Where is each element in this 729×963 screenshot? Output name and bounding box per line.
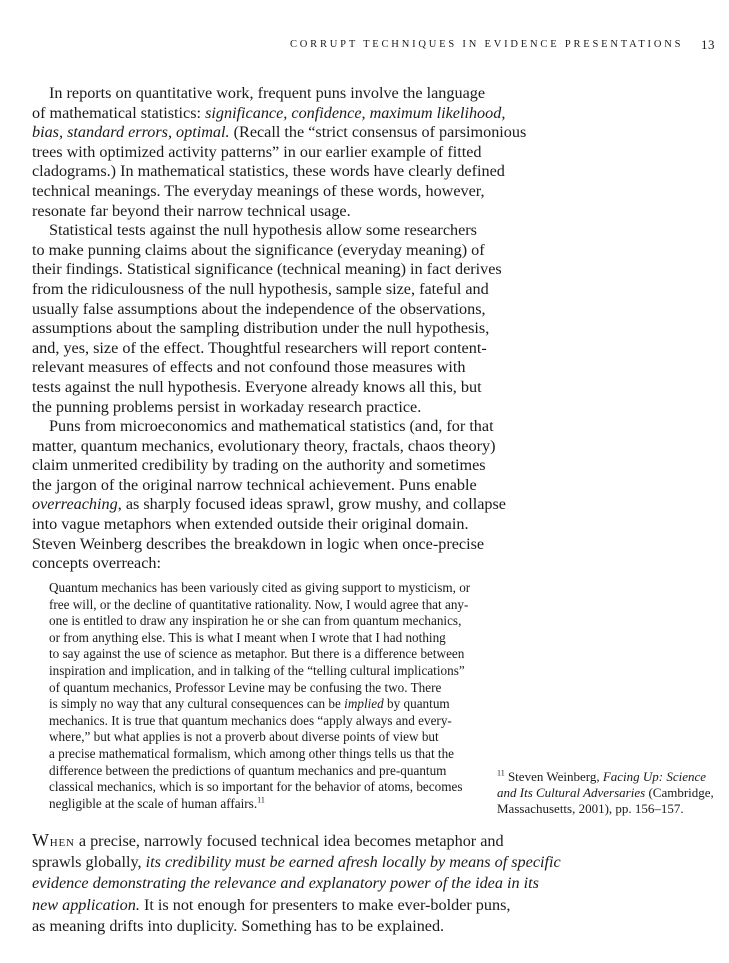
sidenote-11: [497, 769, 722, 817]
text-line: to make punning claims about the significance (everyday meaning) of: [32, 240, 485, 259]
footnote-reference[interactable]: 11: [257, 795, 265, 805]
text-line: tests against the null hypothesis. Everyone already knows all this, but: [32, 377, 482, 396]
text-line: a precise mathematical formalism, which among other things tells us that the: [49, 745, 455, 761]
running-head: [290, 38, 715, 50]
text-line: where,” but what applies is not a proverb about diverse points of view but: [49, 729, 439, 745]
emphasis: bias, standard errors, optimal.: [32, 123, 230, 142]
text-line: one is entitled to draw any inspiration he or she can from quantum mechanics,: [49, 613, 462, 629]
text-line: bias, standard errors, optimal. (Recall the “strict consensus of parsimonious: [32, 123, 527, 142]
text-line: to say against the use of science as metaphor. But there is a difference between: [49, 646, 465, 662]
text-line: relevant measures of effects and not confound those measures with: [32, 358, 466, 377]
text-line: the punning problems persist in workaday research practice.: [32, 397, 422, 416]
text-line: assumptions about the sampling distribution under the null hypothesis,: [32, 319, 490, 338]
block-quote-weinberg: [49, 580, 469, 812]
text-line: free will, or the decline of quantitative rationality. Now, I would agree that any-: [49, 596, 469, 612]
text-line: Massachusetts, 2001), pp. 156–157.: [497, 801, 684, 816]
closing-paragraph: [32, 830, 561, 937]
text-line: [32, 873, 539, 894]
emphasis: evidence demonstrating the relevance and explanatory power of the idea in its: [32, 874, 539, 893]
text-line: from the ridiculousness of the null hypothesis, sample size, fateful and: [32, 279, 489, 298]
text-line: When a precise, narrowly focused technical idea becomes metaphor and: [32, 830, 504, 850]
text-line: Statistical tests against the null hypothesis allow some researchers: [49, 221, 477, 240]
text-line: claim unmerited credibility by trading on the authority and sometimes: [32, 456, 486, 475]
text-line: of mathematical statistics: significance, confidence, maximum likelihood,: [32, 103, 506, 122]
paragraph-statistical-puns: [32, 84, 527, 221]
emphasis: new application.: [32, 895, 140, 914]
text-line: as meaning drifts into duplicity. Something has to be explained.: [32, 916, 445, 935]
text-line: concepts overreach:: [32, 554, 161, 573]
small-caps-lead-in: When: [32, 830, 75, 850]
body-text: [32, 84, 527, 574]
text-line: Quantum mechanics has been variously cited as giving support to mysticism, or: [49, 580, 471, 595]
emphasis: significance, confidence, maximum likelihood,: [205, 103, 506, 122]
text-line: matter, quantum mechanics, evolutionary theory, fractals, chaos theory): [32, 436, 496, 455]
text-line: difference between the predictions of quantum mechanics and pre-quantum: [49, 762, 447, 778]
text-line: or from anything else. This is what I meant when I wrote that I had nothing: [49, 629, 446, 645]
text-line: $^{11}$ Steven Weinberg, Facing Up: Science: [497, 768, 707, 784]
text-line: trees with optimized activity patterns” in our earlier example of fitted: [32, 142, 482, 161]
sidenote-number: 11: [497, 768, 505, 778]
text-line: cladograms.) In mathematical statistics, these words have clearly defined: [32, 162, 505, 181]
text-line: usually false assumptions about the independence of the observations,: [32, 299, 486, 318]
text-line: resonate far beyond their narrow technical usage.: [32, 201, 351, 220]
text-line: negligible at the scale of human affairs.$^{11}$: [49, 795, 265, 811]
text-line: Puns from microeconomics and mathematical statistics (and, for that: [49, 417, 494, 436]
text-line: classical mechanics, which is so important for the behavior of atoms, becomes: [49, 779, 463, 795]
text-line: new application. It is not enough for presenters to make ever-bolder puns,: [32, 895, 511, 914]
text-line: of quantum mechanics, Professor Levine may be confusing the two. There: [49, 679, 442, 695]
paragraph-null-hypothesis: [32, 221, 502, 417]
text-line: inspiration and implication, and in talking of the “telling cultural implications”: [49, 662, 465, 678]
text-line: mechanics. It is true that quantum mechanics does “apply always and every-: [49, 712, 452, 728]
emphasis: implied: [344, 696, 384, 712]
text-line: into vague metaphors when extended outside their original domain.: [32, 515, 469, 534]
emphasis: Facing Up: Science: [602, 769, 707, 784]
running-head-title: CORRUPT TECHNIQUES IN EVIDENCE PRESENTATIONS: [290, 39, 684, 50]
text-line: the jargon of the original narrow technical achievement. Puns enable: [32, 475, 477, 494]
text-line: sprawls globally, its credibility must be earned afresh locally by means of specific: [32, 853, 561, 872]
text-line: Steven Weinberg describes the breakdown in logic when once-precise: [32, 534, 485, 553]
text-line: technical meanings. The everyday meanings of these words, however,: [32, 181, 485, 200]
emphasis: overreaching: [32, 495, 118, 514]
text-line: is simply no way that any cultural consequences can be implied by quantum: [49, 696, 450, 712]
text-line: their findings. Statistical significance (technical meaning) in fact derives: [32, 260, 502, 279]
emphasis: its credibility must be earned afresh locally by means of specific: [145, 853, 561, 872]
paragraph-overreaching: [32, 417, 506, 574]
text-line: In reports on quantitative work, frequent puns involve the language: [49, 84, 486, 102]
text-line: and Its Cultural Adversaries (Cambridge,: [497, 785, 714, 800]
page-number: 13: [701, 37, 715, 52]
text-line: and, yes, size of the effect. Thoughtful researchers will report content-: [32, 338, 487, 357]
text-line: overreaching, as sharply focused ideas sprawl, grow mushy, and collapse: [32, 495, 506, 514]
emphasis: and Its Cultural Adversaries: [497, 785, 646, 800]
